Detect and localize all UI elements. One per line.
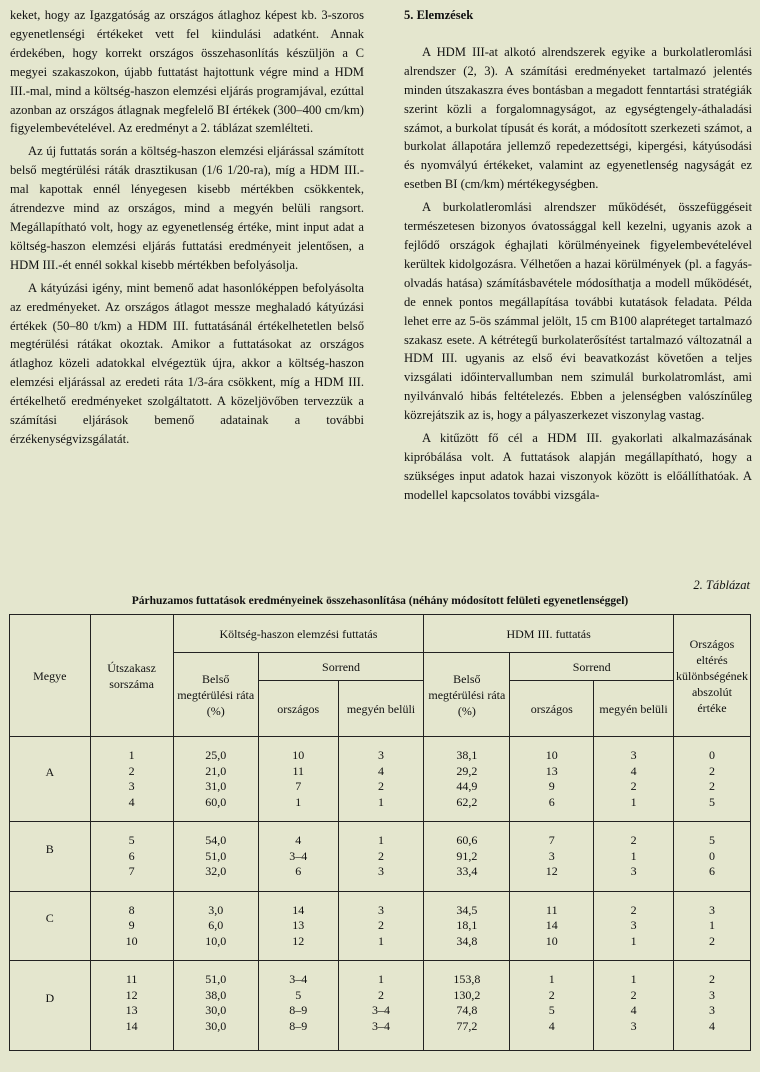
sorszam-cell	[90, 891, 173, 961]
elteres-cell	[673, 822, 750, 892]
cell-value: 2	[708, 763, 715, 778]
cell-value: 1	[128, 748, 135, 762]
cell-value: 2	[630, 779, 637, 793]
cell-value: 3	[630, 748, 637, 762]
kh-megyen-cell	[338, 961, 424, 1051]
cell-value: 1	[295, 794, 302, 809]
cell-value: 60,6	[456, 833, 478, 847]
cell-value: 77,2	[456, 1018, 478, 1033]
header-hdm-belso-rata: Belső megtérülési ráta (%)	[424, 653, 510, 737]
cell-value: 6	[548, 794, 555, 809]
kh-megyen-cell	[338, 891, 424, 961]
cell-value: 34,5	[456, 902, 478, 917]
cell-value: 10	[545, 933, 558, 948]
hdm-orszagos-cell	[510, 822, 594, 892]
cell-value: 5	[128, 833, 135, 847]
kh-rata-cell	[173, 822, 258, 892]
kh-orszagos-cell	[258, 961, 338, 1051]
cell-value: 3–4	[371, 1018, 390, 1033]
megye-cell: A	[10, 737, 91, 822]
table-row	[10, 822, 751, 892]
section-heading: 5. Elemzések	[404, 8, 474, 22]
cell-value: 25,0	[205, 748, 227, 762]
header-hdm-sorrend: Sorrend	[510, 653, 674, 681]
cell-value: 30,0	[205, 1003, 227, 1017]
cell-value: 3	[377, 748, 384, 762]
cell-value: 9	[548, 779, 555, 793]
table-label: 2. Táblázat	[693, 578, 750, 592]
kh-orszagos-cell	[258, 891, 338, 961]
kh-megyen-cell	[338, 822, 424, 892]
table-row	[10, 737, 751, 822]
cell-value: 9	[128, 918, 135, 932]
cell-value: 1	[377, 833, 384, 847]
cell-value: 3–4	[289, 972, 308, 986]
cell-value: 2	[377, 987, 384, 1002]
cell-value: 91,2	[456, 848, 478, 863]
kh-rata-cell	[173, 737, 258, 822]
cell-value: 0	[708, 748, 715, 762]
kh-megyen-cell	[338, 737, 424, 822]
cell-value: 5	[708, 794, 715, 809]
sorszam-cell	[90, 737, 173, 822]
hdm-rata-cell	[424, 737, 510, 822]
cell-value: 3–4	[371, 1003, 390, 1017]
hdm-rata-cell	[424, 961, 510, 1051]
cell-value: 2	[128, 763, 135, 778]
elteres-cell	[673, 737, 750, 822]
hdm-orszagos-cell	[510, 891, 594, 961]
cell-value: 4	[295, 833, 302, 847]
header-kh-sorrend: Sorrend	[258, 653, 423, 681]
cell-value: 3	[548, 848, 555, 863]
hdm-rata-cell	[424, 891, 510, 961]
cell-value: 4	[548, 1018, 555, 1033]
cell-value: 3,0	[208, 902, 224, 917]
hdm-orszagos-cell	[510, 737, 594, 822]
table-title: Párhuzamos futtatások eredményeinek összehasonlítása (néhány módosított felületi egyenetlenséggel)	[131, 595, 629, 607]
cell-value: 32,0	[205, 864, 227, 878]
cell-value: 54,0	[205, 833, 227, 847]
hdm-megyen-cell	[594, 822, 674, 892]
cell-value: 7	[128, 864, 135, 878]
header-kh-belso-rata: Belső megtérülési ráta (%)	[173, 653, 258, 737]
cell-value: 0	[708, 848, 715, 863]
body-paragraph: keket, hogy az Igazgatóság az országos átlaghoz képest kb. 3-szoros egyenetlenségi értékeket vett fel kiindulási adatként. Annak érdekében, hogy korrekt országos összehasonlítás készüljön a C megyei szakaszokon, újabb futtatást hajtottunk végre mind a HDM III.-mal, mind a költség-haszon elemzési eljárás programjával, ezúttal azonban az országos átlagnak megfelelő BI értékek (300–400 cm/km) figyelembevételével. Az eredményt a 2. táblázat szemlélteti.	[10, 8, 364, 136]
hdm-orszagos-cell	[510, 961, 594, 1051]
cell-value: 33,4	[456, 864, 478, 878]
cell-value: 11	[125, 972, 138, 986]
cell-value: 1	[548, 972, 555, 986]
cell-value: 11	[546, 902, 558, 917]
cell-value: 1	[708, 918, 715, 932]
megye-cell: B	[10, 822, 91, 892]
cell-value: 14	[125, 1018, 138, 1033]
cell-value: 1	[630, 933, 637, 948]
kh-rata-cell	[173, 961, 258, 1051]
cell-value: 3	[630, 918, 637, 932]
cell-value: 74,8	[456, 1003, 478, 1017]
cell-value: 38,1	[456, 748, 478, 762]
elteres-cell	[673, 891, 750, 961]
cell-value: 2	[377, 848, 384, 863]
cell-value: 8–9	[289, 1003, 308, 1017]
cell-value: 3–4	[289, 848, 308, 863]
cell-value: 11	[292, 763, 305, 778]
cell-value: 8	[128, 902, 135, 917]
sorszam-cell	[90, 961, 173, 1051]
header-megye: Megye	[10, 615, 91, 737]
cell-value: 3	[377, 902, 384, 917]
body-paragraph: A burkolatleromlási alrendszer működését, összefüggéseit természetesen bizonyos óvatossággal kell kezelni, ugyanis azok a fejlődő országok éghajlati körülményeinek figyelembevételével kerültek kidolgozásra. Vélhetően a hazai körülmények (pl. a fagyás-olvadás hatása) számításbavétele módosíthatja a modell működését, de ennek pontos megállapítása további kutatások feladata. Példa lehet erre az 5-ös számmal jelölt, 15 cm B100 alapréteget tartalmazó szakasz esete. A kétrétegű burkolaterősítést tartalmazó változatnál a HDM III. ugyanis az első évi beavatkozást követően a teljes vizsgálati időintervallumban nem szimulál burkolatromlást, ami nyilvánvaló hibás feltételezés. Ebben a jelenségben valószínűleg közrejátszik az is, hogy a pályaszerkezet viszonylag vastag.	[404, 200, 752, 423]
cell-value: 1	[377, 794, 384, 809]
cell-value: 29,2	[456, 763, 478, 778]
cell-value: 2	[630, 833, 637, 847]
cell-value: 130,2	[453, 987, 481, 1002]
cell-value: 3	[377, 864, 384, 878]
cell-value: 12	[292, 933, 305, 948]
header-hdm-megyen-beluli: megyén belüli	[594, 681, 674, 737]
kh-orszagos-cell	[258, 822, 338, 892]
comparison-table	[9, 614, 751, 1051]
cell-value: 1	[377, 972, 384, 986]
header-kh-orszagos: országos	[258, 681, 338, 737]
cell-value: 2	[548, 987, 555, 1002]
cell-value: 12	[545, 864, 558, 878]
cell-value: 1	[377, 933, 384, 948]
hdm-megyen-cell	[594, 891, 674, 961]
cell-value: 34,8	[456, 933, 478, 948]
cell-value: 10	[292, 748, 305, 762]
cell-value: 51,0	[205, 972, 227, 986]
cell-value: 14	[545, 918, 558, 932]
body-paragraph: A kátyúzási igény, mint bemenő adat hasonlóképpen befolyásolta az eredményeket. Az országos átlagot messze meghaladó kátyúzási értékek (50–80 t/km) a HDM III. futtatásánál értékelhetetlen belső megtérülési rátákat okoztak. Amikor a futtatásokat az országos átlaghoz közeli adatokkal elvégeztük újra, akkor a költség-haszon elemzési eljárással az eredeti ráta 1/3-ára csökkent, míg a HDM III. értékelhető eredményeket szolgáltatott. A közeljövőben tervezzük a számítási eljárások bemenő adatainak a további érzékenységvizsgálatát.	[10, 280, 364, 446]
hdm-megyen-cell	[594, 737, 674, 822]
cell-value: 13	[125, 1003, 138, 1017]
cell-value: 6	[128, 848, 135, 863]
body-paragraph: Az új futtatás során a költség-haszon elemzési eljárással számított belső megtérülési ráták drasztikusan (1/6 1/20-ra), míg a HDM III.-mal kapottak ennél lényegesen kisebb mértékben csökkentek, átrendezve mind az országos, mind a megyén belüli rangsort. Megállapítható volt, hogy az egyenetlenség értéke, mint input adat a költség-haszon elemzési eljárás futtatási eredményeit jelentősen, a HDM III.-ét ennél sokkal kisebb mértékben befolyásolja.	[10, 144, 364, 272]
body-paragraph: A kitűzött fő cél a HDM III. gyakorlati alkalmazásának kipróbálása volt. A futtatások alapján megállapítható, hogy a szükséges input adatok hazai viszonyok között is előállíthatóak. A modellel kapcsolatos további vizsgála-	[404, 431, 752, 502]
cell-value: 4	[630, 1003, 637, 1017]
cell-value: 3	[630, 1018, 637, 1033]
cell-value: 51,0	[205, 848, 227, 863]
table-row	[10, 891, 751, 961]
cell-value: 2	[377, 779, 384, 793]
cell-value: 3	[708, 987, 715, 1002]
cell-value: 6	[708, 864, 715, 878]
cell-value: 5	[548, 1003, 555, 1017]
cell-value: 10,0	[205, 933, 227, 948]
cell-value: 7	[295, 779, 302, 793]
cell-value: 13	[545, 763, 558, 778]
header-utszakasz: Útszakasz sorszáma	[90, 615, 173, 737]
header-koltseg-haszon: Költség-haszon elemzési futtatás	[173, 615, 424, 653]
cell-value: 4	[377, 763, 384, 778]
cell-value: 4	[630, 763, 637, 778]
cell-value: 3	[708, 1003, 715, 1017]
kh-rata-cell	[173, 891, 258, 961]
cell-value: 44,9	[456, 779, 478, 793]
cell-value: 10	[545, 748, 558, 762]
cell-value: 3	[630, 864, 637, 878]
cell-value: 6,0	[208, 918, 224, 932]
header-kh-megyen-beluli: megyén belüli	[338, 681, 424, 737]
left-text-column	[10, 6, 364, 449]
cell-value: 30,0	[205, 1018, 227, 1033]
cell-value: 1	[630, 848, 637, 863]
elteres-cell	[673, 961, 750, 1051]
cell-value: 2	[630, 987, 637, 1002]
cell-value: 1	[630, 972, 637, 986]
cell-value: 6	[295, 864, 302, 878]
cell-value: 5	[295, 987, 302, 1002]
cell-value: 14	[292, 902, 305, 917]
hdm-megyen-cell	[594, 961, 674, 1051]
right-text-column	[404, 6, 752, 505]
cell-value: 2	[630, 902, 637, 917]
cell-value: 2	[708, 779, 715, 793]
cell-value: 38,0	[205, 987, 227, 1002]
cell-value: 10	[125, 933, 138, 948]
cell-value: 5	[708, 833, 715, 847]
kh-orszagos-cell	[258, 737, 338, 822]
hdm-rata-cell	[424, 822, 510, 892]
cell-value: 2	[377, 918, 384, 932]
megye-cell: C	[10, 891, 91, 961]
cell-value: 4	[128, 794, 135, 809]
header-hdm: HDM III. futtatás	[424, 615, 674, 653]
cell-value: 13	[292, 918, 305, 932]
cell-value: 3	[708, 902, 715, 917]
cell-value: 8–9	[289, 1018, 308, 1033]
cell-value: 2	[708, 933, 715, 948]
cell-value: 12	[125, 987, 138, 1002]
megye-cell: D	[10, 961, 91, 1051]
cell-value: 1	[630, 794, 637, 809]
cell-value: 3	[128, 779, 135, 793]
table-row	[10, 961, 751, 1051]
cell-value: 18,1	[456, 918, 478, 932]
cell-value: 60,0	[205, 794, 227, 809]
cell-value: 2	[708, 972, 715, 986]
body-paragraph: A HDM III-at alkotó alrendszerek egyike a burkolatleromlási alrendszer (2, 3). A számítási eredményeket tartalmazó jelentés minden útszakaszra éves bontásban a megadott fenntartási stratégiák szerint közli a forgalomnagyságot, az egységtengely-áthaladási számot, a burkolat típusát és korát, a módosított szerkezeti számot, a burkolat állapotára jellemző repedezettségi, kipergési, kátyúsodási és nyomvályú értékeket, valamint az egyenetlenség nagyságát ez esetben BI (cm/km) mértékegységben.	[404, 44, 752, 192]
cell-value: 21,0	[205, 763, 227, 778]
cell-value: 4	[708, 1018, 715, 1033]
cell-value: 7	[548, 833, 555, 847]
header-hdm-orszagos: országos	[510, 681, 594, 737]
cell-value: 31,0	[205, 779, 227, 793]
sorszam-cell	[90, 822, 173, 892]
header-elteres: Országos eltérés különbségének abszolút értéke	[673, 615, 750, 737]
cell-value: 153,8	[453, 972, 481, 986]
cell-value: 62,2	[456, 794, 478, 809]
